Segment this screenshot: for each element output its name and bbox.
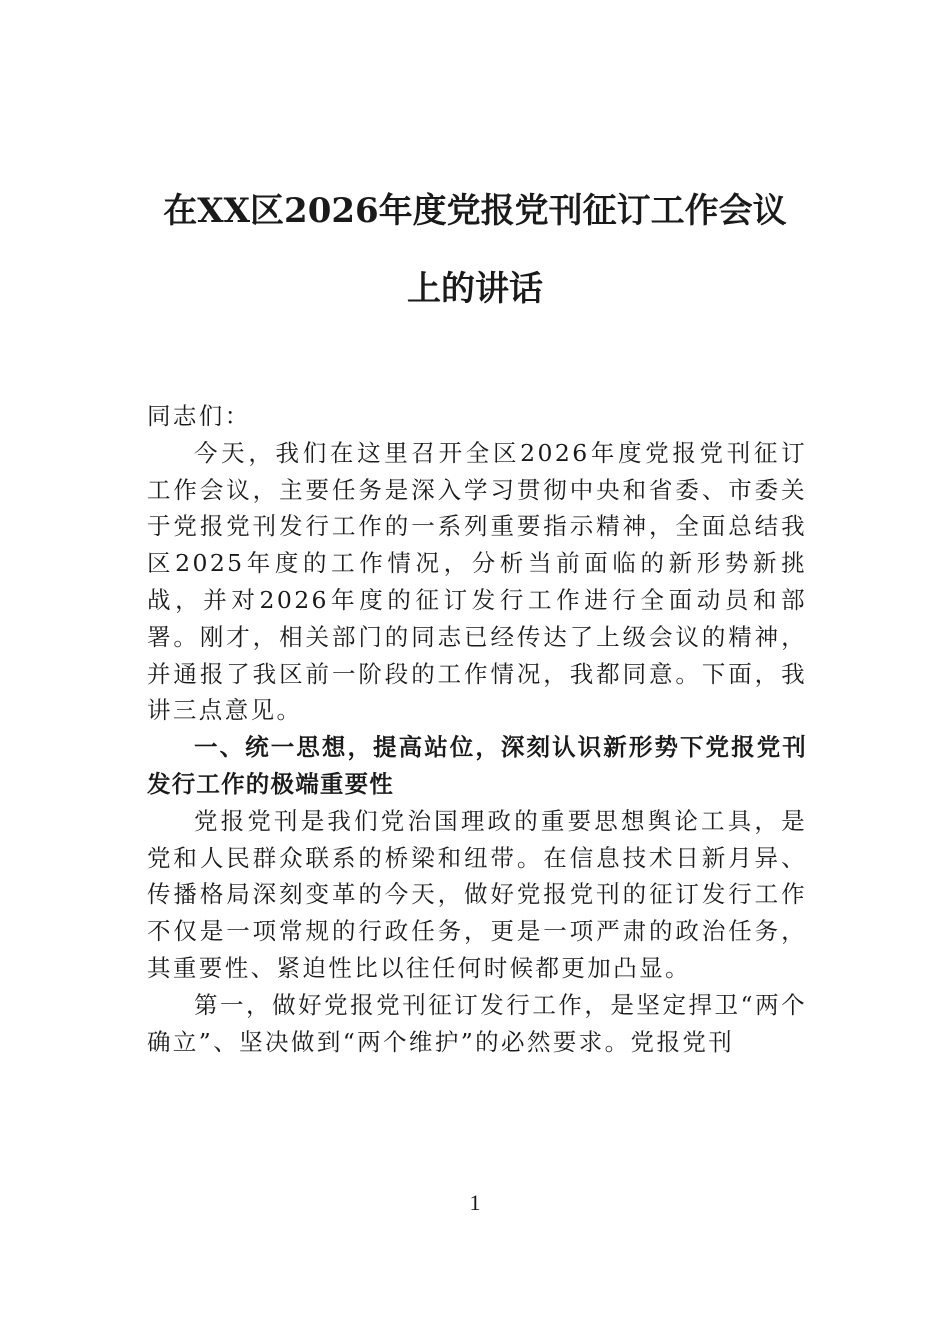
- document-body: [147, 398, 807, 1060]
- salutation: 同志们：: [147, 402, 251, 430]
- paragraph-first-point: 第一，做好党报党刊征订发行工作，是坚定捍卫“两个确立”、坚决做到“两个维护”的必然要求。党报党刊: [147, 990, 807, 1056]
- section-heading-1: 一、统一思想，提高站位，深刻认识新形势下党报党刊发行工作的极端重要性: [147, 733, 807, 798]
- document-title: [120, 190, 830, 310]
- paragraph-importance: 党报党刊是我们党治国理政的重要思想舆论工具，是党和人民群众联系的桥梁和纽带。在信息技术日新月异、传播格局深刻变革的今天，做好党报党刊的征订发行工作不仅是一项常规的行政任务，更是一项严肃的政治任务，其重要性、紧迫性比以往任何时候都更加凸显。: [147, 806, 807, 982]
- title-line-2: 上的讲话: [407, 269, 543, 309]
- title-line-1: 在XX区2026年度党报党刊征订工作会议: [163, 191, 787, 231]
- page-number: 1: [469, 1190, 481, 1215]
- paragraph-opening: 今天，我们在这里召开全区2026年度党报党刊征订工作会议，主要任务是深入学习贯彻中央和省委、市委关于党报党刊发行工作的一系列重要指示精神，全面总结我区2025年度的工作情况，分析当前面临的新形势新挑战，并对2026年度的征订发行工作进行全面动员和部署。刚才，相关部门的同志已经传达了上级会议的精神，并通报了我区前一阶段的工作情况，我都同意。下面，我讲三点意见。: [147, 438, 807, 725]
